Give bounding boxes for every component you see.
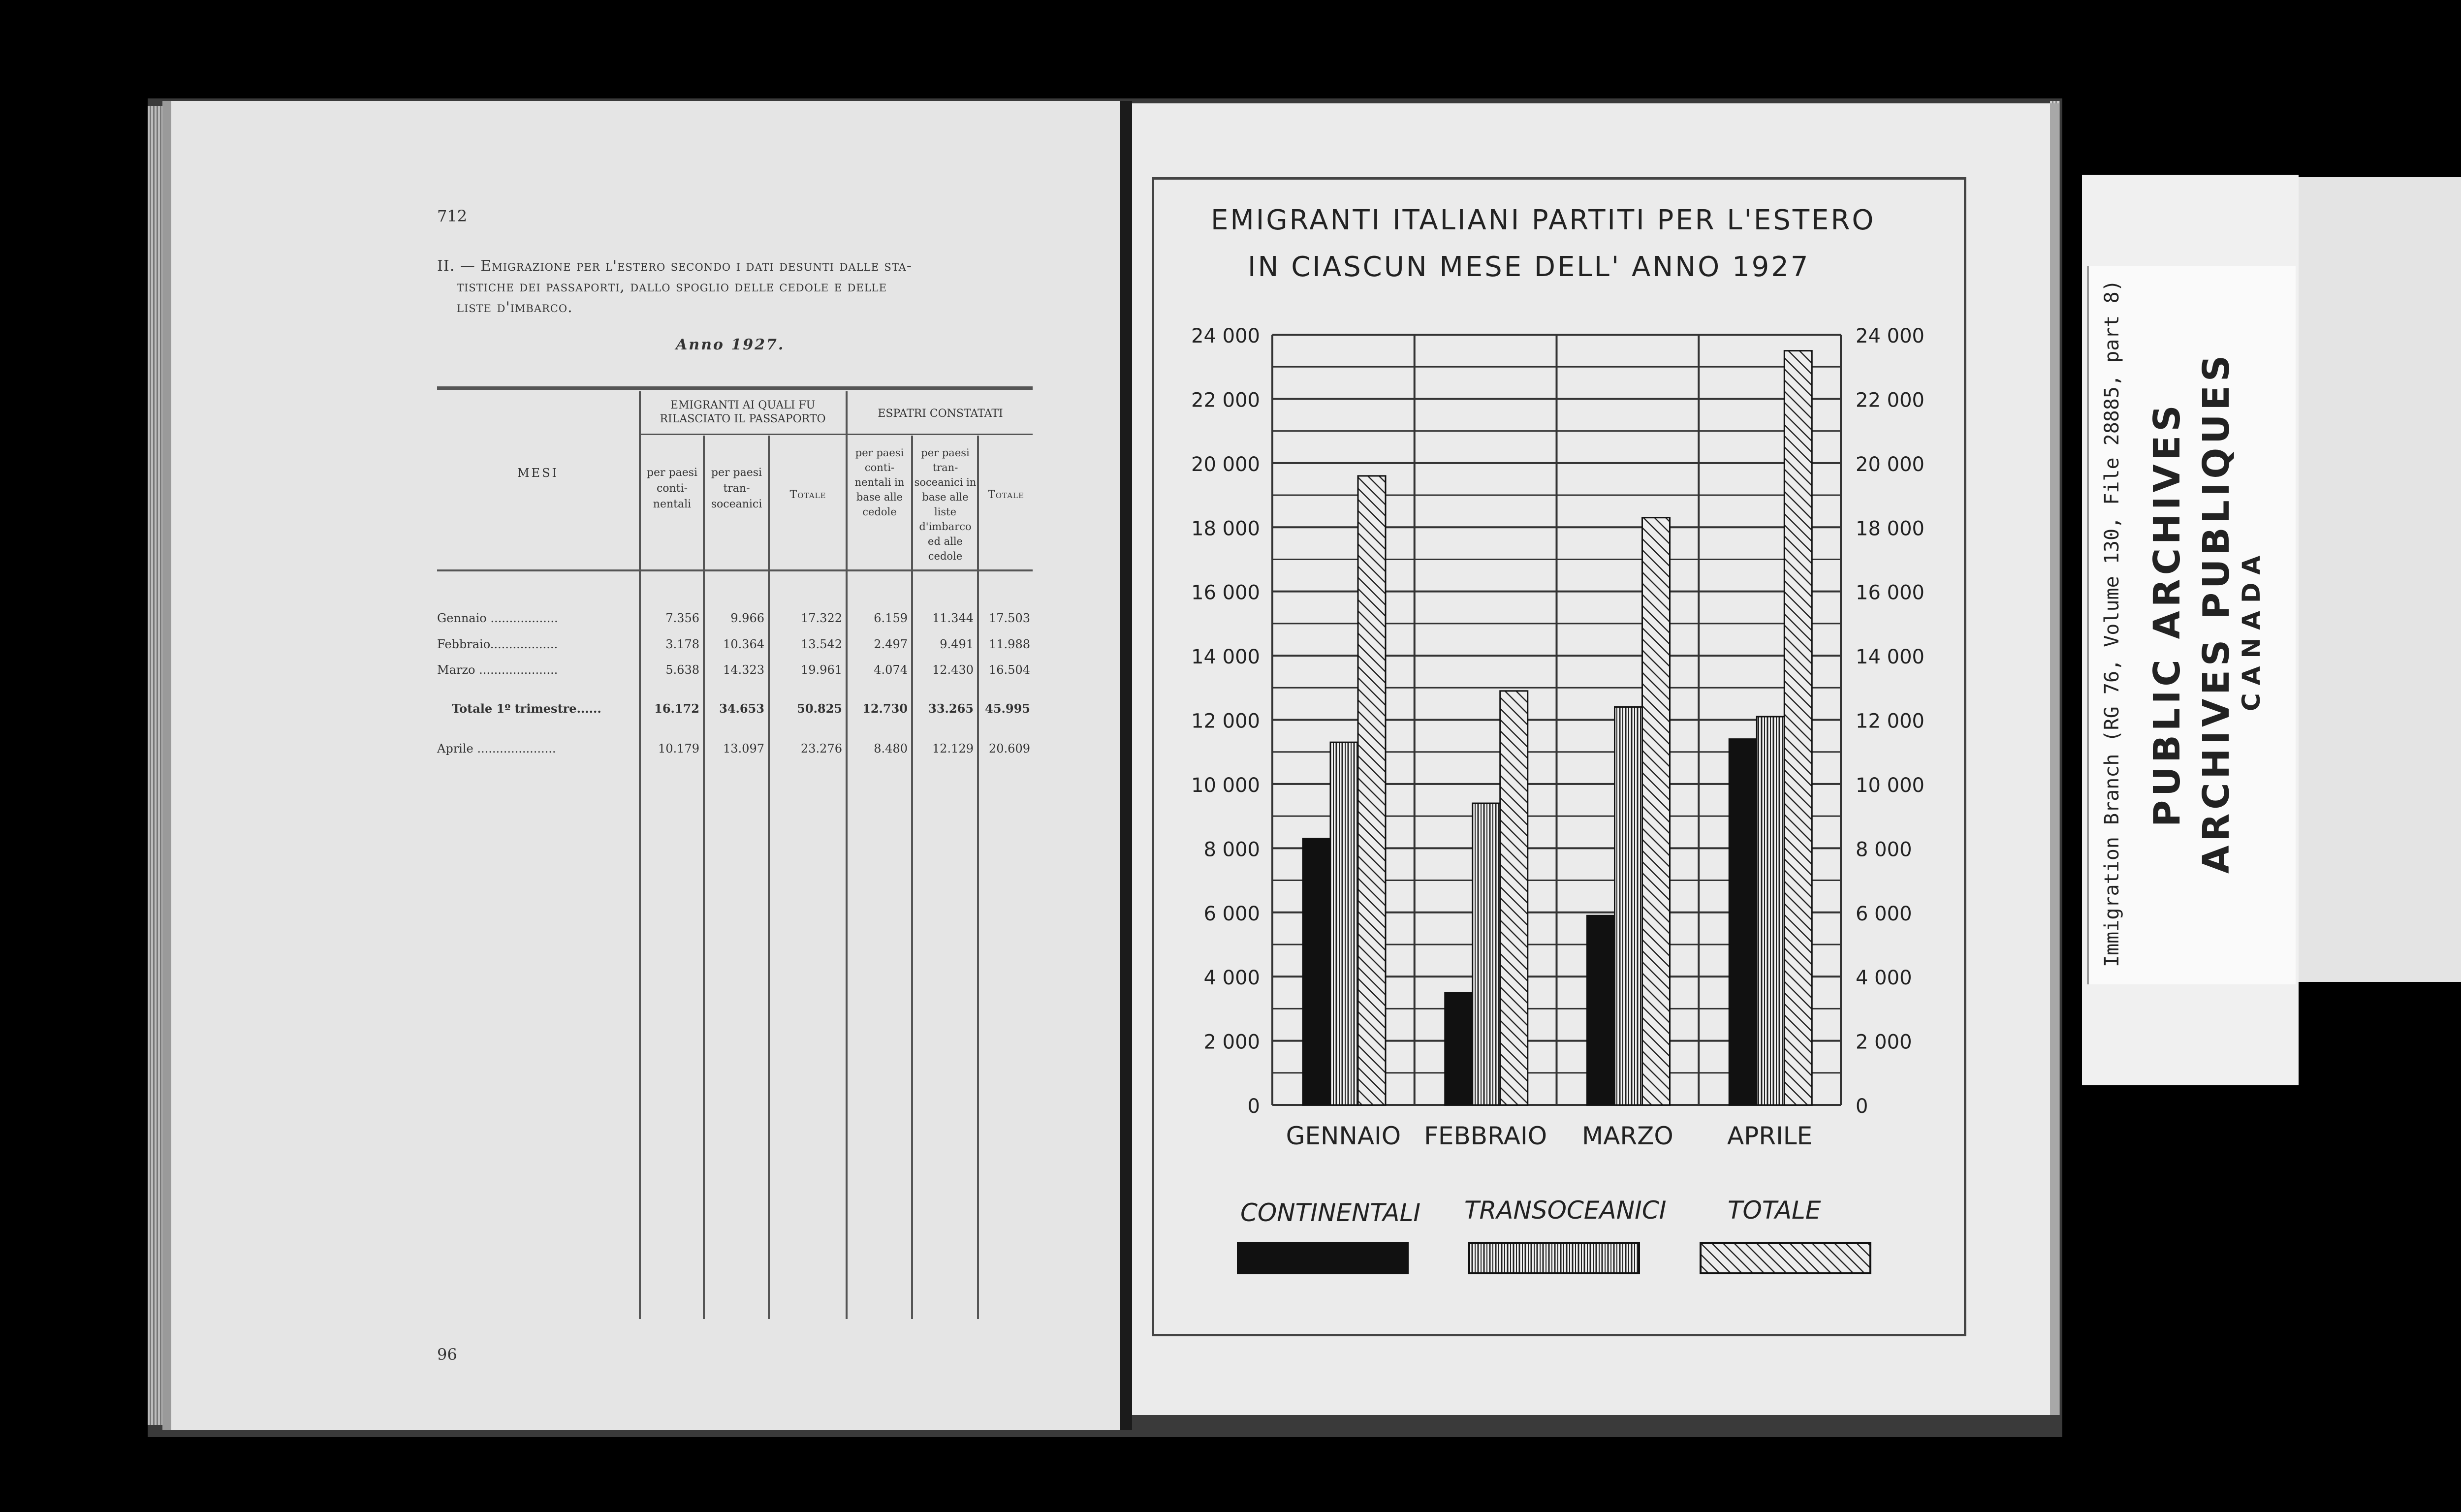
category-label: APRILE (1727, 1122, 1813, 1150)
y-tick-label-right: 16 000 (1856, 581, 1925, 604)
legend-label-transoceanici: TRANSOCEANICI (1464, 1196, 1667, 1225)
bar-transoceanici-aprile (1757, 717, 1784, 1105)
table-row-label: Totale 1º trimestre...... (452, 701, 601, 716)
chart-title-line-2: IN CIASCUN MESE DELL' ANNO 1927 (1248, 251, 1810, 283)
table-cell: 10.179 (658, 742, 699, 756)
table-cell: 9.966 (730, 611, 764, 625)
table-cell: 9.491 (940, 637, 974, 651)
y-tick-label-left: 22 000 (1191, 389, 1260, 412)
bar-transoceanici-gennaio (1330, 742, 1358, 1105)
header-group-passaporto: EMIGRANTI AI QUALI FU RILASCIATO IL PASSAPORTO (660, 399, 826, 425)
table-cell: 12.430 (932, 663, 974, 677)
archive-reference: Immigration Branch (RG 76, Volume 130, File 28885, part 8) (2101, 280, 2123, 967)
table-cell: 23.276 (801, 742, 842, 756)
y-tick-label-right: 0 (1856, 1095, 1868, 1118)
y-tick-label-left: 10 000 (1191, 774, 1260, 797)
table-cell: 7.356 (665, 611, 699, 625)
chart-title-line-1: EMIGRANTI ITALIANI PARTITI PER L'ESTERO (1211, 204, 1876, 236)
y-tick-label-right: 18 000 (1856, 517, 1925, 540)
bar-totale-gennaio (1358, 476, 1386, 1105)
bar-continentali-febbraio (1445, 993, 1473, 1105)
table-cell: 50.825 (797, 701, 842, 716)
table-cell: 17.503 (989, 611, 1030, 625)
y-tick-label-right: 12 000 (1856, 710, 1925, 733)
y-tick-label-left: 12 000 (1191, 710, 1260, 733)
y-tick-label-right: 20 000 (1856, 453, 1925, 476)
table-cell: 17.322 (801, 611, 842, 625)
y-tick-label-left: 0 (1247, 1095, 1260, 1118)
legend-label-continentali: CONTINENTALI (1240, 1198, 1421, 1227)
table-cell: 19.961 (801, 663, 842, 677)
table-cell: 16.172 (654, 701, 699, 716)
bar-totale-marzo (1642, 518, 1670, 1105)
bar-continentali-marzo (1587, 915, 1615, 1105)
legend-swatch-totale (1701, 1243, 1870, 1273)
y-tick-label-right: 24 000 (1856, 325, 1925, 347)
table-row-label: Marzo ..................... (437, 663, 558, 677)
y-tick-label-right: 8 000 (1856, 838, 1912, 861)
table-cell: 45.995 (985, 701, 1030, 716)
table-cell: 11.988 (989, 637, 1030, 651)
archive-line-canada: CANADA (2237, 547, 2266, 711)
y-tick-label-left: 4 000 (1203, 967, 1260, 990)
header-col-totale-2: Totale (988, 489, 1024, 501)
y-tick-label-left: 8 000 (1203, 838, 1260, 861)
y-tick-label-right: 4 000 (1856, 967, 1912, 990)
table-cell: 10.364 (723, 637, 764, 651)
table-cell: 8.480 (874, 742, 908, 756)
y-tick-label-left: 18 000 (1191, 517, 1260, 540)
y-tick-label-right: 22 000 (1856, 389, 1925, 412)
y-tick-label-left: 2 000 (1203, 1031, 1260, 1054)
bar-totale-febbraio (1500, 691, 1528, 1105)
header-col-totale: Totale (789, 489, 826, 501)
y-tick-label-left: 14 000 (1191, 646, 1260, 669)
table-cell: 5.638 (665, 663, 699, 677)
table-title-line-2: tistiche dei passaporti, dallo spoglio delle cedole e delle (457, 278, 887, 295)
table-row-label: Aprile ..................... (437, 742, 556, 756)
page-number: 712 (437, 207, 468, 225)
archive-line-public: PUBLIC ARCHIVES (2146, 401, 2188, 827)
bar-transoceanici-marzo (1615, 707, 1642, 1105)
archive-line-publiques: ARCHIVES PUBLIQUES (2195, 351, 2238, 874)
legend-swatch-transoceanici (1469, 1243, 1639, 1273)
y-tick-label-left: 16 000 (1191, 581, 1260, 604)
table-cell: 2.497 (874, 637, 908, 651)
bar-continentali-aprile (1729, 739, 1757, 1105)
y-tick-label-right: 14 000 (1856, 646, 1925, 669)
y-tick-label-right: 6 000 (1856, 902, 1912, 925)
table-cell: 13.097 (723, 742, 764, 756)
table-cell: 13.542 (801, 637, 842, 651)
table-cell: 12.129 (932, 742, 974, 756)
category-label: MARZO (1582, 1122, 1673, 1150)
category-label: FEBBRAIO (1424, 1122, 1547, 1150)
table-cell: 16.504 (989, 663, 1030, 677)
table-cell: 4.074 (874, 663, 908, 677)
table-title-line-1: II. — Emigrazione per l'estero secondo i dati desunti dalle sta- (437, 257, 912, 275)
table-cell: 34.653 (719, 701, 764, 716)
table-cell: 14.323 (723, 663, 764, 677)
header-col-cedole: per paesi conti- nentali in base alle cedole (854, 447, 905, 518)
header-group-espatri: ESPATRI CONSTATATI (878, 408, 1003, 420)
table-cell: 3.178 (665, 637, 699, 651)
table-row-label: Febbraio.................. (437, 637, 558, 651)
y-tick-label-right: 2 000 (1856, 1031, 1912, 1054)
year-caption: Anno 1927. (676, 336, 785, 353)
y-tick-label-left: 24 000 (1191, 325, 1260, 347)
category-label: GENNAIO (1286, 1122, 1401, 1150)
bar-totale-aprile (1784, 351, 1812, 1105)
y-tick-label-left: 20 000 (1191, 453, 1260, 476)
legend-label-totale: TOTALE (1728, 1196, 1821, 1225)
header-col-continentali: per paesi conti- nentali (646, 467, 698, 510)
table-cell: 12.730 (862, 701, 908, 716)
bar-transoceanici-febbraio (1473, 803, 1500, 1105)
header-col-transoceanici: per paesi tran- soceanici (711, 467, 762, 510)
table-title-line-3: liste d'imbarco. (457, 299, 573, 316)
table-cell: 6.159 (874, 611, 908, 625)
header-mesi: MESI (517, 466, 559, 480)
legend-swatch-continentali (1238, 1243, 1408, 1273)
y-tick-label-right: 10 000 (1856, 774, 1925, 797)
header-col-imbarco: per paesi tran- soceanici in base alle liste d'imbarco ed alle cedole (914, 447, 977, 562)
bar-continentali-gennaio (1303, 839, 1330, 1105)
y-tick-label-left: 6 000 (1203, 902, 1260, 925)
table-cell: 11.344 (932, 611, 974, 625)
table-row-label: Gennaio .................. (437, 611, 558, 625)
table-cell: 33.265 (928, 701, 974, 716)
footer-page-number: 96 (437, 1345, 457, 1364)
table-cell: 20.609 (989, 742, 1030, 756)
